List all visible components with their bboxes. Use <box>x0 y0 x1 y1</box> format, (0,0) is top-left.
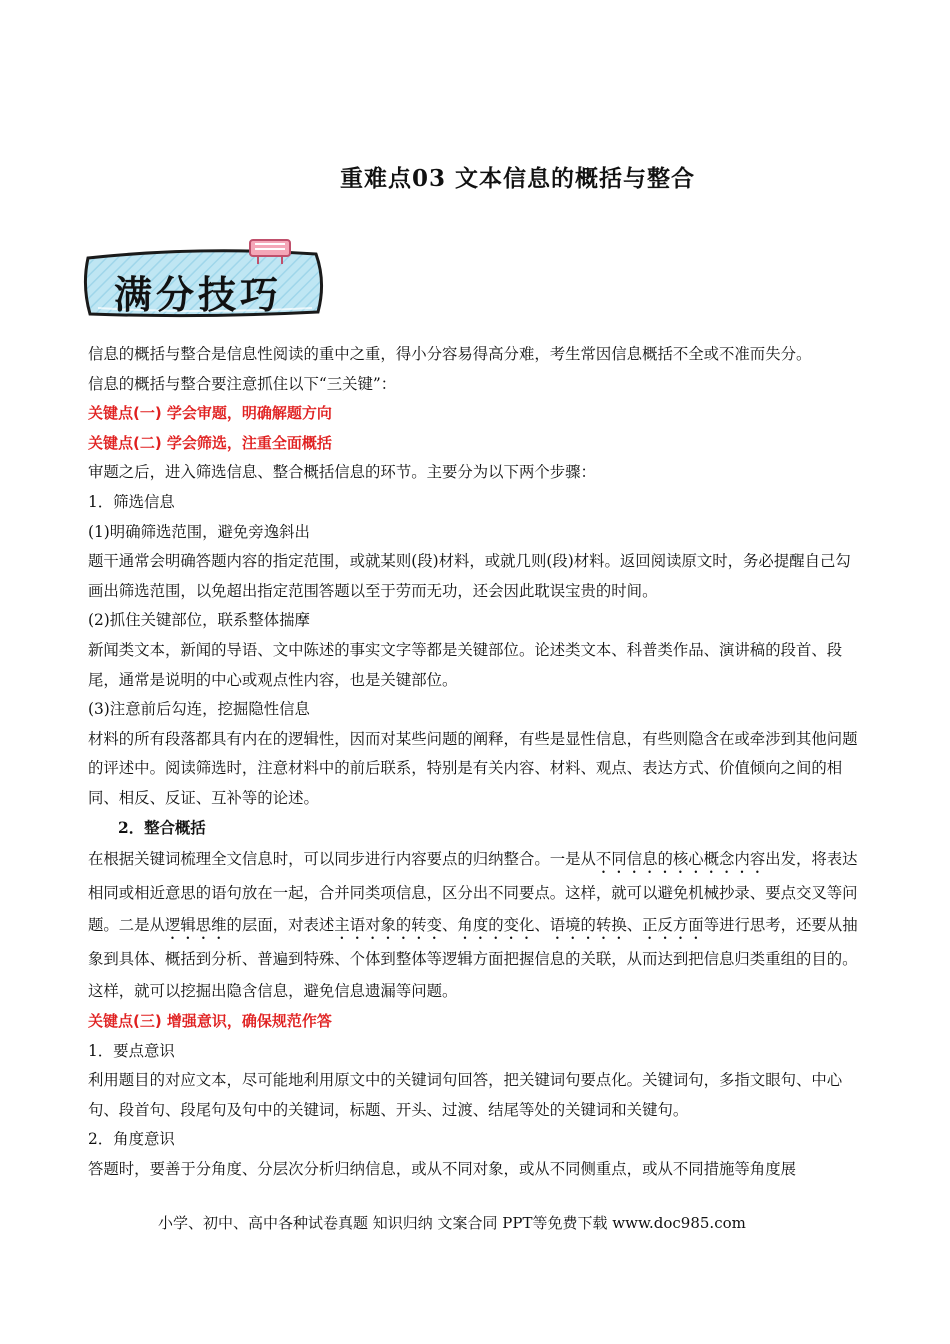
banner-text: 满分技巧 <box>114 273 283 317</box>
paragraph: 新闻类文本，新闻的导语、文中陈述的事实文字等都是关键部位。论述类文本、科普类作品、演讲稿的段首、段尾，通常是说明的中心或观点性内容，也是关键部位。 <box>88 640 843 689</box>
paragraph: 题干通常会明确答题内容的指定范围，或就某则(段)材料，或就几则(段)材料。返回阅读原文时，务必提醒自己勾画出筛选范围，以免超出指定范围答题以至于劳而无功，还会因此耽误宝贵的时间。 <box>88 552 851 600</box>
text-run: 出发，将表达相同或相近意思的语句放在一起，合并同类项信息，区分出不同要点。这样，就可以避免机械抄录、要点交叉等问题。二是从 <box>88 850 858 935</box>
paragraph: 信息的概括与整合是信息性阅读的重中之重，得小分容易得高分难，考生常因信息概括不全或不准而失分。 <box>88 345 812 363</box>
subheading: 2．整合概括 <box>118 818 206 837</box>
text-run: 的层面，对表述 <box>226 916 335 935</box>
subheading: 1．筛选信息 <box>88 492 175 511</box>
emphasis-text: 主语对象的转变、角度的变化、语境的转换、正反方面 <box>334 916 704 935</box>
paragraph <box>88 843 863 1007</box>
text-run: 等进行思考，还要从抽象到具体、概括到分析、普遍到特殊、个体到整体等逻辑方面把握信息的关联，从而达到把信息归类重组的目的。这样，就可以挖掘出隐含信息，避免信息遗漏等问题。 <box>88 916 858 1001</box>
subheading: (1)明确筛选范围，避免旁逸斜出 <box>88 522 310 541</box>
key-point-heading: 关键点(一) 学会审题，明确解题方向 <box>88 404 332 423</box>
key-point-heading: 关键点(三) 增强意识，确保规范作答 <box>88 1012 332 1031</box>
subheading: (3)注意前后勾连，挖掘隐性信息 <box>88 700 310 719</box>
paragraph: 利用题目的对应文本，尽可能地利用原文中的关键词句回答，把关键词句要点化。关键词句，多指文眼句、中心句、段首句、段尾句及句中的关键词，标题、开头、过渡、结尾等处的关键词和关键句。 <box>88 1071 843 1119</box>
paragraph: 材料的所有段落都具有内在的逻辑性，因而对某些问题的阐释，有些是显性信息，有些则隐含在或牵涉到其他问题的评述中。阅读筛选时，注意材料中的前后联系，特别是有关内容、材料、观点、表达方式、价值倾向之间的相同、相反、反证、互补等的论述。 <box>88 729 858 807</box>
article-body <box>88 340 863 1185</box>
page-footer: 小学、初中、高中各种试卷真题 知识归纳 文案合同 PPT等免费下载 www.doc985.com <box>158 1214 746 1232</box>
key-point-heading: 关键点(二) 学会筛选，注重全面概括 <box>88 433 332 452</box>
emphasis-text: 逻辑思维 <box>164 916 227 935</box>
text-run: 在根据关键词梳理全文信息时，可以同步进行内容要点的归纳整合。一是从 <box>88 850 596 869</box>
paragraph: 信息的概括与整合要注意抓住以下“三关键”： <box>88 374 397 393</box>
emphasis-text: 不同信息的核心概念内容 <box>595 850 766 869</box>
section-banner <box>80 238 330 324</box>
paragraph: 审题之后，进入筛选信息、整合概括信息的环节。主要分为以下两个步骤： <box>88 463 596 482</box>
subheading: (2)抓住关键部位，联系整体揣摩 <box>88 611 310 630</box>
subheading: 1．要点意识 <box>88 1041 175 1060</box>
page-title: 重难点03 文本信息的概括与整合 <box>340 165 696 192</box>
paragraph: 答题时，要善于分角度、分层次分析归纳信息，或从不同对象，或从不同侧重点，或从不同措施等角度展 <box>88 1160 796 1179</box>
subheading: 2．角度意识 <box>88 1130 175 1149</box>
